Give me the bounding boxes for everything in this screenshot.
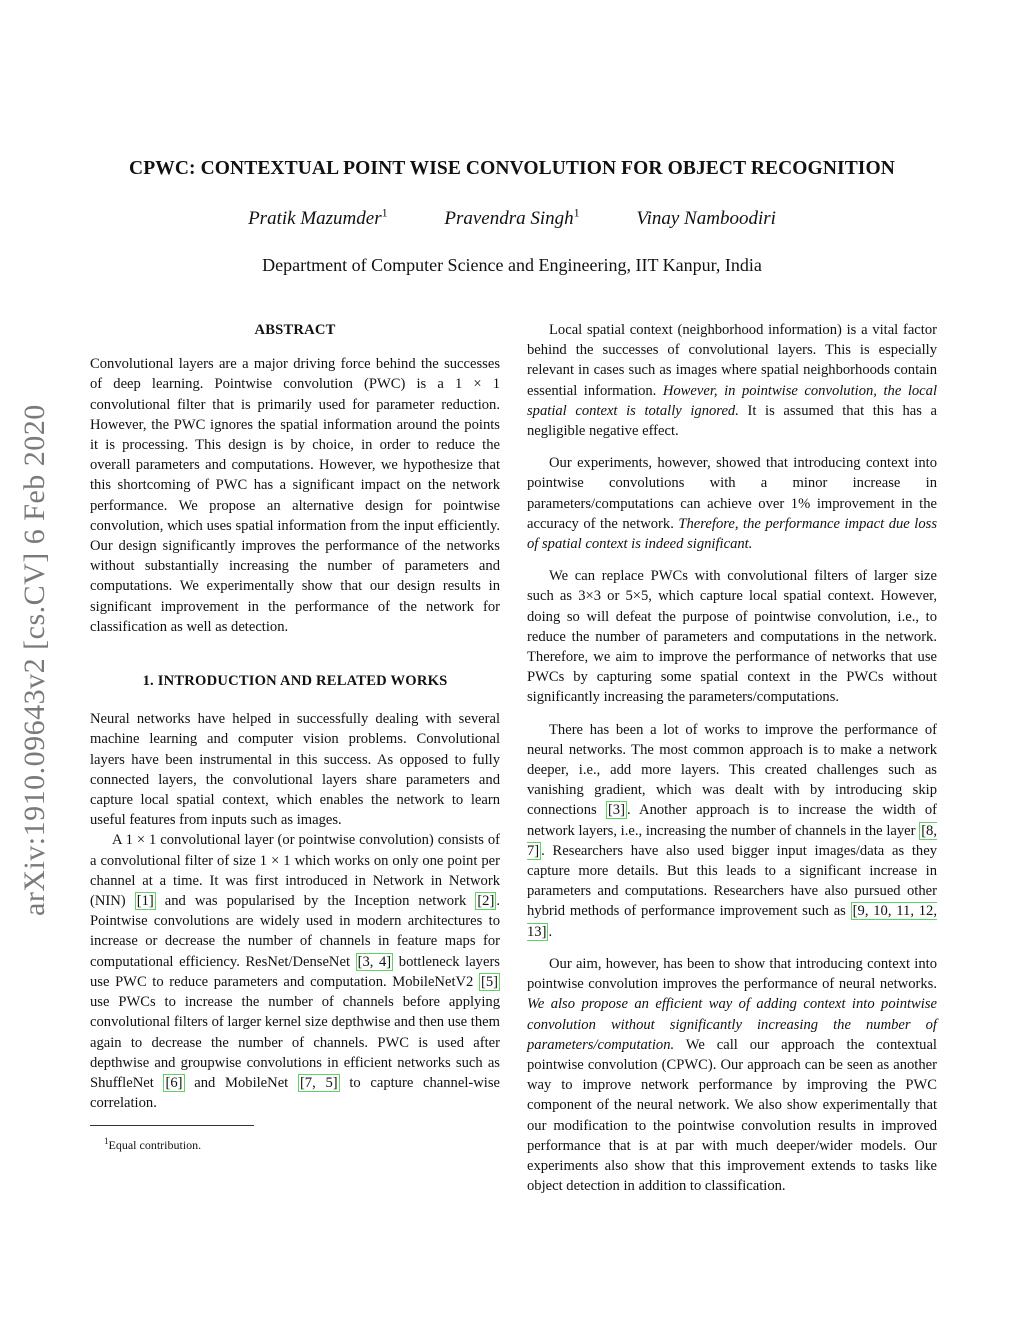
- text-run: bottleneck layers use PWC to reduce parameters and computation. MobileNetV2: [90, 953, 500, 990]
- text-run: It is assumed that this has a negligible negative effect.: [527, 402, 937, 440]
- abstract-text: Convolutional layers are a major driving force behind the successes of deep learning. Pointwise convolution (PWC) is a 1 × 1 convolutional filter that is primarily used for parameter reduction. However, the PWC ignores the spatial information around the points it is processing. This design is by choice, in order to reduce the overall parameters and computations. However, we hypothesize that this shortcoming of PWC has a significant impact on the network performance. We propose an alternative design for pointwise convolution, which uses spatial information from the input efficiently. Our design significantly improves the performance of the networks without substantially increasing the number of parameters and computations. We experimentally show that our design results in significant improvement in the performance of the network for classification as well as detection.: [90, 356, 500, 635]
- text-run: Our aim, however, has been to show that introducing context into pointwise convolution improves the performance of neural networks.: [527, 955, 937, 993]
- text-run: Local spatial context (neighborhood information) is a vital factor behind the successes of convolutional layers. This is especially relevant in cases such as images where spatial neighborhoods contain essential information.: [527, 322, 937, 399]
- intro-paragraph-7: [527, 954, 937, 1196]
- text-run: . Pointwise convolutions are widely used in modern architectures to increase or decrease the number of channels in feature maps for computational efficiency. ResNet/DenseNet: [90, 893, 500, 970]
- emphasis-text: We also propose an efficient way of adding context into pointwise convolution without significantly increasing the number of parameters/computation.: [527, 996, 937, 1053]
- text-run: . Researchers have also used bigger input images/data as they capture more details. But this leads to a significant increase in parameters and computations. Researchers have also pursued other hybrid methods of performance improvement such as: [527, 842, 937, 920]
- footnote: [90, 1134, 500, 1153]
- citation-link[interactable]: [1]: [136, 893, 154, 910]
- text-run: We call our approach the contextual pointwise convolution (CPWC). Our approach can be seen as another way to improve network performance by improving the PWC component of the neural network. We also show experimentally that our modification to the pointwise convolution results in improved performance that is at par with much deeper/wider models. Our experiments also show that this improvement extends to tasks like object detection in addition to classification.: [527, 1036, 937, 1195]
- author-mark: 1: [573, 206, 580, 220]
- emphasis-text: Therefore, the performance impact due loss of spatial context is indeed significant.: [527, 515, 938, 553]
- intro-paragraph-3: [527, 320, 937, 441]
- author-2: [444, 208, 579, 229]
- text-run: Our experiments, however, showed that introducing context into pointwise convolutions with a minor increase in parameters/computations can achieve over 1% improvement in the accuracy of the network.: [527, 455, 937, 532]
- citation-link[interactable]: [7, 5]: [299, 1074, 338, 1091]
- author-mark: 1: [381, 206, 388, 220]
- author-name: Pravendra Singh: [444, 208, 574, 230]
- text-run: and was popularised by the Inception network: [155, 893, 476, 910]
- intro-paragraph-5: We can replace PWCs with convolutional filters of larger size such as 3×3 or 5×5, which capture local spatial context. However, doing so will defeat the purpose of pointwise convolution, i.e., to reduce the number of parameters and computations in the network. Therefore, we aim to improve the performance of networks that use PWCs by capturing some spatial context in the PWCs without significantly increasing the parameters/computations.: [527, 568, 937, 706]
- citation-link[interactable]: [5]: [480, 973, 498, 990]
- text-run: . Another approach is to increase the width of network layers, i.e., increasing the number of channels in the layer: [527, 802, 937, 839]
- text-run: to capture channel-wise correlation.: [90, 1074, 500, 1112]
- intro-paragraph-2: [90, 830, 500, 1113]
- footnote-text: Equal contribution.: [108, 1138, 202, 1153]
- author-name: Pratik Mazumder: [248, 208, 382, 230]
- author-3: [636, 208, 776, 229]
- author-1: [248, 208, 388, 229]
- abstract-heading: ABSTRACT: [254, 322, 336, 338]
- text-run: A 1 × 1 convolutional layer (or pointwise convolution) consists of a convolutional filter of size 1 × 1 which works on only one point per channel at a time. It was first introduced in Network in Network (NIN): [90, 832, 500, 910]
- affiliation: Department of Computer Science and Engineering, IIT Kanpur, India: [262, 255, 762, 275]
- intro-paragraph-1: Neural networks have helped in successfully dealing with several machine learning and computer vision problems. Convolutional layers have been instrumental in this success. As opposed to fully connected layers, the convolutional layers share parameters and capture local spatial context, which enables the network to learn useful features from inputs such as images.: [90, 711, 500, 829]
- citation-link[interactable]: [3]: [607, 802, 625, 819]
- citation-link[interactable]: [8, 7]: [527, 822, 937, 859]
- intro-paragraph-6: [527, 720, 937, 942]
- text-run: use PWCs to increase the number of channels before applying convolutional filters of larger kernel size depthwise and then use them again to decrease the number of channels. PWC is used after depthwise and groupwise convolutions in efficient networks such as ShuffleNet: [90, 994, 500, 1091]
- text-run: There has been a lot of works to improve the performance of neural networks. The most common approach is to make a network deeper, i.e., add more layers. This created challenges such as vanishing gradient, which was dealt with by introducing skip connections: [527, 721, 937, 819]
- right-column: [527, 320, 937, 1208]
- emphasis-text: However, in pointwise convolution, the local spatial context is totally ignored.: [527, 382, 937, 419]
- footnote-mark: 1: [104, 1136, 109, 1147]
- citation-link[interactable]: [6]: [165, 1074, 183, 1091]
- citation-link[interactable]: [9, 10, 11, 12, 13]: [527, 903, 937, 940]
- left-column: [90, 320, 500, 1153]
- intro-paragraph-4: [527, 453, 937, 554]
- paper-title: CPWC: CONTEXTUAL POINT WISE CONVOLUTION FOR OBJECT RECOGNITION: [129, 158, 895, 179]
- author-name: Vinay Namboodiri: [636, 208, 776, 230]
- citation-link[interactable]: [2]: [477, 893, 495, 910]
- citation-link[interactable]: [3, 4]: [357, 953, 392, 970]
- text-run: .: [548, 923, 553, 940]
- arxiv-identifier: arXiv:1910.09643v2 [cs.CV] 6 Feb 2020: [18, 404, 51, 916]
- author-list: [80, 206, 944, 230]
- footnote-rule: [90, 1125, 254, 1126]
- intro-heading: 1. INTRODUCTION AND RELATED WORKS: [142, 673, 448, 690]
- text-run: and MobileNet: [184, 1074, 298, 1091]
